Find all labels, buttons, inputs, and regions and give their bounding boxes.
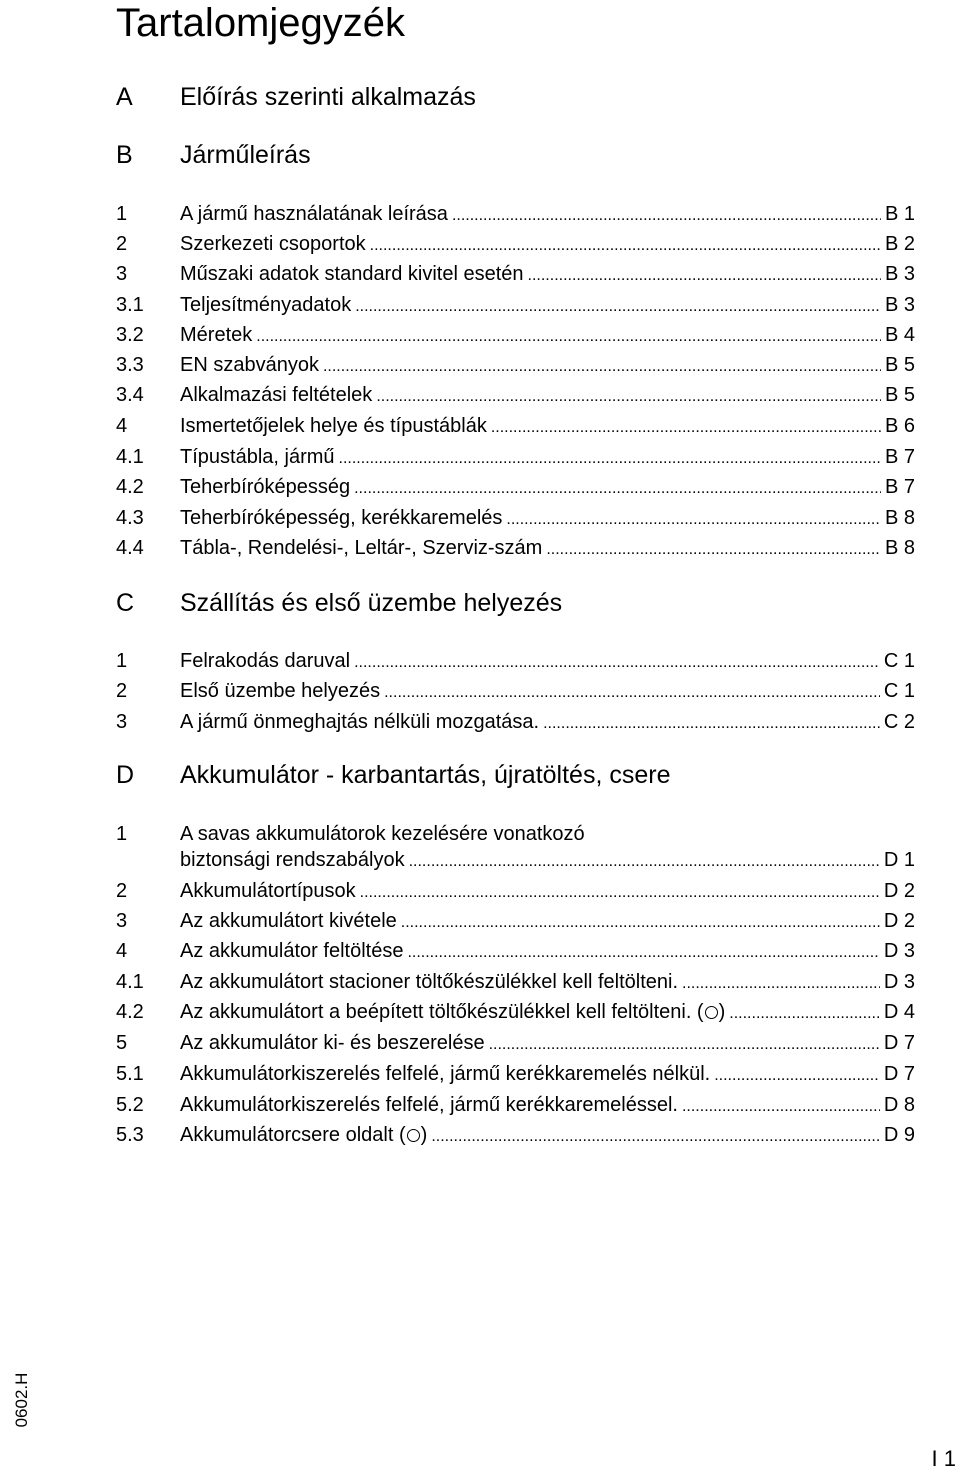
entry-label: Teherbíróképesség, kerékkaremelés: [180, 507, 503, 529]
entry-number: 3.3: [116, 354, 144, 376]
entry-label: Akkumulátorcsere oldalt ( ): [180, 1124, 428, 1146]
entry-page: D 1: [883, 849, 915, 871]
entry-number: 3: [116, 910, 128, 932]
entry-number: 4.4: [116, 537, 144, 559]
entry-page: B 7: [884, 476, 915, 498]
entry-number: 4: [116, 415, 128, 437]
dot-leader: [354, 650, 880, 676]
entry-page: D 9: [883, 1124, 915, 1146]
entry-number: 4.3: [116, 507, 144, 529]
entry-number: 5: [116, 1032, 128, 1054]
entry-label: Akkumulátortípusok: [180, 880, 356, 902]
toc-entry-c-3[interactable]: [116, 709, 915, 735]
entry-page: B 8: [884, 507, 915, 529]
dot-leader: [682, 1094, 880, 1120]
entry-label: A jármű önmeghajtás nélküli mozgatása.: [180, 711, 540, 733]
entry-page: D 2: [883, 910, 915, 932]
entry-number: 3.1: [116, 294, 144, 316]
dot-leader: [546, 537, 881, 563]
entry-label: biztonsági rendszabályok: [180, 849, 405, 871]
entry-page: D 8: [883, 1094, 915, 1116]
entry-number: 3.2: [116, 324, 144, 346]
toc-entry-b-2[interactable]: [116, 231, 915, 257]
entry-page: D 4: [883, 1001, 915, 1023]
section-title: Járműleírás: [180, 141, 311, 169]
circle-symbol-icon: [407, 1129, 420, 1142]
entry-label: Alkalmazási feltételek: [180, 384, 373, 406]
entry-label: Teherbíróképesség: [180, 476, 351, 498]
section-title: Szállítás és első üzembe helyezés: [180, 589, 563, 617]
section-title: Előírás szerinti alkalmazás: [180, 83, 476, 111]
entry-label: A jármű használatának leírása: [180, 203, 448, 225]
toc-entry-c-2[interactable]: [116, 678, 915, 704]
entry-label: Az akkumulátort a beépített töltőkészülékkel kell feltölteni. ( ): [180, 1001, 726, 1023]
dot-leader: [376, 384, 881, 410]
entry-label: Az akkumulátort stacioner töltőkészülékkel kell feltölteni.: [180, 971, 679, 993]
page-title: Tartalomjegyzék: [116, 1, 406, 45]
entry-label: Az akkumulátort kivétele: [180, 910, 397, 932]
dot-leader: [256, 324, 881, 350]
dot-leader: [370, 233, 881, 259]
entry-number: 4.1: [116, 971, 144, 993]
entry-label: EN szabványok: [180, 354, 319, 376]
entry-page: B 2: [884, 233, 915, 255]
entry-number: 5.2: [116, 1094, 144, 1116]
entry-page: D 3: [883, 971, 915, 993]
entry-page: B 4: [884, 324, 915, 346]
dot-leader: [729, 1001, 880, 1027]
dot-leader: [401, 910, 880, 936]
entry-page: B 3: [884, 263, 915, 285]
circle-symbol-icon: [705, 1006, 718, 1019]
toc-entry-d-4-1[interactable]: [116, 969, 915, 995]
entry-page: C 1: [883, 650, 915, 672]
toc-entry-d-3[interactable]: [116, 908, 915, 934]
dot-leader: [491, 415, 881, 441]
entry-number: 3.4: [116, 384, 144, 406]
toc-entry-d-5[interactable]: [116, 1030, 915, 1056]
dot-leader: [506, 507, 881, 533]
toc-entry-b-3-2[interactable]: [116, 322, 915, 348]
entry-label: Teljesítményadatok: [180, 294, 352, 316]
entry-number: 1: [116, 203, 128, 225]
toc-entry-b-3[interactable]: [116, 261, 915, 287]
page-number: I 1: [931, 1446, 956, 1471]
section-heading-b: [116, 140, 916, 170]
entry-label: Első üzembe helyezés: [180, 680, 381, 702]
toc-entry-b-4[interactable]: [116, 413, 915, 439]
entry-label: Ismertetőjelek helye és típustáblák: [180, 415, 487, 437]
toc-entry-b-4-4[interactable]: [116, 535, 915, 561]
toc-entry-b-3-3[interactable]: [116, 352, 915, 378]
entry-number: 2: [116, 880, 128, 902]
toc-entry-b-4-2[interactable]: [116, 474, 915, 500]
toc-entry-d-4-2[interactable]: [116, 999, 915, 1025]
entry-label: Az akkumulátor ki- és beszerelése: [180, 1032, 485, 1054]
dot-leader: [682, 971, 880, 997]
toc-entry-b-1[interactable]: [116, 201, 915, 227]
entry-number: 5.1: [116, 1063, 144, 1085]
toc-entry-c-1[interactable]: [116, 648, 915, 674]
entry-page: B 7: [884, 446, 915, 468]
dot-leader: [452, 203, 881, 229]
toc-entry-b-4-3[interactable]: [116, 505, 915, 531]
entry-number: 3: [116, 263, 128, 285]
dot-leader: [323, 354, 881, 380]
entry-page: B 1: [884, 203, 915, 225]
entry-page: B 5: [884, 384, 915, 406]
entry-label: Az akkumulátor feltöltése: [180, 940, 404, 962]
entry-page: B 5: [884, 354, 915, 376]
entry-number: 4.2: [116, 476, 144, 498]
entry-page: B 6: [884, 415, 915, 437]
section-heading-a: [116, 82, 916, 112]
entry-number: 1: [116, 650, 128, 672]
entry-label: Akkumulátorkiszerelés felfelé, jármű kerékkaremeléssel.: [180, 1094, 678, 1116]
entry-number: 2: [116, 233, 128, 255]
dot-leader: [528, 263, 881, 289]
entry-page: D 7: [883, 1032, 915, 1054]
entry-number: 4.1: [116, 446, 144, 468]
entry-label: Tábla-, Rendelési-, Leltár-, Szerviz-szám: [180, 537, 543, 559]
section-letter: D: [116, 761, 135, 789]
toc-entry-b-3-4[interactable]: [116, 382, 915, 408]
entry-label-line1: A savas akkumulátorok kezelésére vonatkozó: [180, 823, 585, 845]
entry-label: Típustábla, jármű: [180, 446, 335, 468]
toc-entry-d-5-3[interactable]: [116, 1122, 915, 1148]
dot-leader: [409, 849, 880, 875]
section-letter: B: [116, 141, 133, 169]
entry-number: 3: [116, 711, 128, 733]
dot-leader: [489, 1032, 880, 1058]
entry-number: 4: [116, 940, 128, 962]
dot-leader: [360, 880, 880, 906]
entry-label: Akkumulátorkiszerelés felfelé, jármű kerékkaremelés nélkül.: [180, 1063, 711, 1085]
entry-number: 2: [116, 680, 128, 702]
toc-entry-d-2[interactable]: [116, 878, 915, 904]
entry-page: D 2: [883, 880, 915, 902]
entry-label: Szerkezeti csoportok: [180, 233, 366, 255]
dot-leader: [339, 446, 881, 472]
section-heading-d: [116, 760, 916, 790]
entry-page: B 3: [884, 294, 915, 316]
toc-entry-d-5-1[interactable]: [116, 1061, 915, 1087]
section-heading-c: [116, 588, 916, 618]
entry-number: 4.2: [116, 1001, 144, 1023]
dot-leader: [354, 476, 881, 502]
entry-label: Felrakodás daruval: [180, 650, 351, 672]
entry-number: 5.3: [116, 1124, 144, 1146]
toc-entry-d-1[interactable]: [116, 821, 915, 873]
toc-entry-d-5-2[interactable]: [116, 1092, 915, 1118]
dot-leader: [407, 940, 879, 966]
dot-leader: [431, 1124, 880, 1150]
dot-leader: [355, 294, 881, 320]
entry-page: B 8: [884, 537, 915, 559]
entry-page: D 7: [883, 1063, 915, 1085]
entry-number: 1: [116, 823, 128, 845]
section-title: Akkumulátor - karbantartás, újratöltés, csere: [180, 761, 671, 789]
section-letter: A: [116, 83, 133, 111]
entry-page: D 3: [883, 940, 915, 962]
dot-leader: [384, 680, 880, 706]
entry-label: Méretek: [180, 324, 253, 346]
document-code: 0602.H: [12, 1372, 31, 1428]
toc-entry-b-3-1[interactable]: [116, 292, 915, 318]
toc-entry-d-4[interactable]: [116, 938, 915, 964]
entry-page: C 2: [883, 711, 915, 733]
entry-page: C 1: [883, 680, 915, 702]
dot-leader: [714, 1063, 880, 1089]
dot-leader: [543, 711, 880, 737]
entry-label: Műszaki adatok standard kivitel esetén: [180, 263, 524, 285]
toc-entry-b-4-1[interactable]: [116, 444, 915, 470]
section-letter: C: [116, 589, 135, 617]
